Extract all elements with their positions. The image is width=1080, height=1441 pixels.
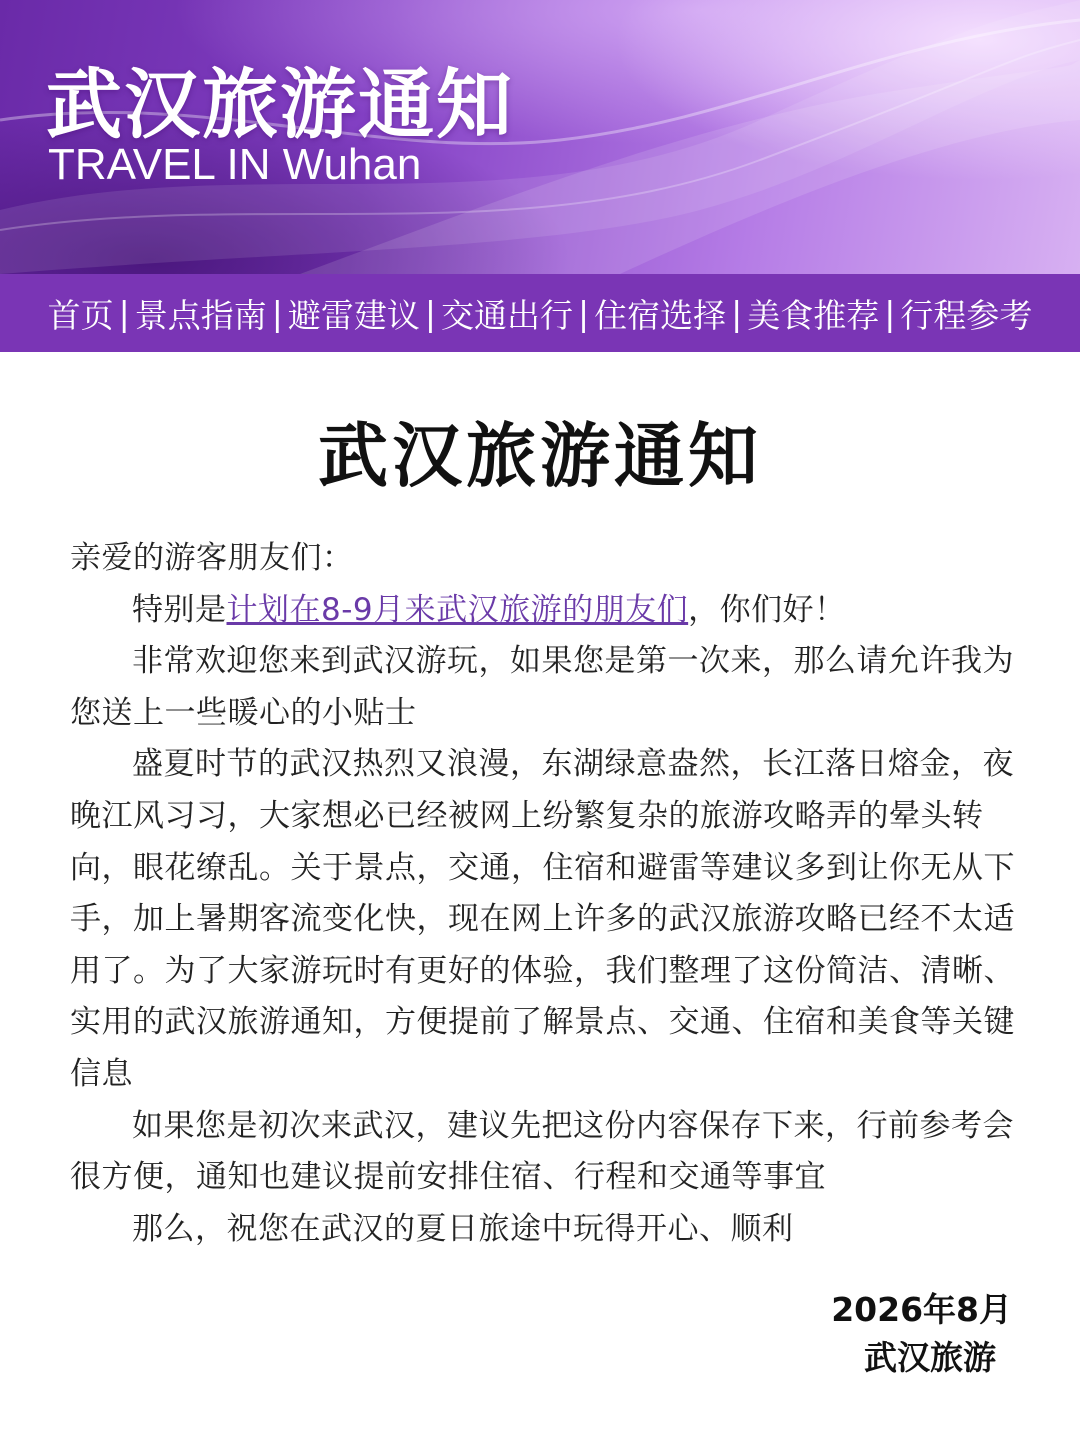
signature-org: 武汉旅游 <box>864 1338 996 1377</box>
nav-item-home[interactable]: 首页 <box>47 295 114 335</box>
nav-separator: | <box>271 293 283 333</box>
signature-date: 2026年8月 <box>831 1290 1012 1329</box>
nav-separator: | <box>424 293 436 333</box>
nav-bar <box>0 274 1080 352</box>
intro-suffix: ，你们好！ <box>688 591 846 628</box>
nav-item-food[interactable]: 美食推荐 <box>747 295 880 335</box>
intro-prefix: 特别是 <box>132 591 227 628</box>
paragraph-advice: 如果您是初次来武汉，建议先把这份内容保存下来，行前参考会很方便，通知也建议提前安排住宿、行程和交通等事宜 <box>70 1107 1014 1196</box>
audience-link[interactable]: 计划在8-9月来武汉旅游的朋友们 <box>226 591 689 628</box>
nav-item-attractions[interactable]: 景点指南 <box>134 295 267 335</box>
signature-block <box>831 1286 1012 1382</box>
nav-item-lodging[interactable]: 住宿选择 <box>594 295 727 335</box>
nav-item-transport[interactable]: 交通出行 <box>441 295 573 335</box>
nav-item-pitfalls[interactable]: 避雷建议 <box>287 295 420 335</box>
nav-separator: | <box>884 293 896 333</box>
banner-subtitle: TRAVEL IN Wuhan <box>48 140 422 189</box>
nav-separator: | <box>731 293 743 333</box>
document-title: 武汉旅游通知 <box>318 415 762 497</box>
paragraph-closing: 那么，祝您在武汉的夏日旅途中玩得开心、顺利 <box>132 1210 794 1247</box>
greeting: 亲爱的游客朋友们： <box>70 540 354 576</box>
notice-body <box>70 533 1030 1255</box>
nav-separator: | <box>578 293 590 333</box>
banner-title: 武汉旅游通知 <box>46 60 514 149</box>
paragraph-description: 盛夏时节的武汉热烈又浪漫，东湖绿意盎然，长江落日熔金，夜晚江风习习，大家想必已经被网上纷繁复杂的旅游攻略弄的晕头转向，眼花缭乱。关于景点，交通，住宿和避雷等建议多到让你无从下手，加上暑期客流变化快，现在网上许多的武汉旅游攻略已经不太适用了。为了大家游玩时有更好的体验，我们整理了这份简洁、清晰、实用的武汉旅游通知，方便提前了解景点、交通、住宿和美食等关键信息 <box>70 746 1015 1092</box>
nav-item-itinerary[interactable]: 行程参考 <box>900 295 1033 335</box>
paragraph-welcome: 非常欢迎您来到武汉游玩，如果您是第一次来，那么请允许我为您送上一些暖心的小贴士 <box>70 643 1014 731</box>
paragraph-intro <box>70 585 1030 637</box>
header-banner <box>0 0 1080 274</box>
nav-separator: | <box>118 293 130 333</box>
